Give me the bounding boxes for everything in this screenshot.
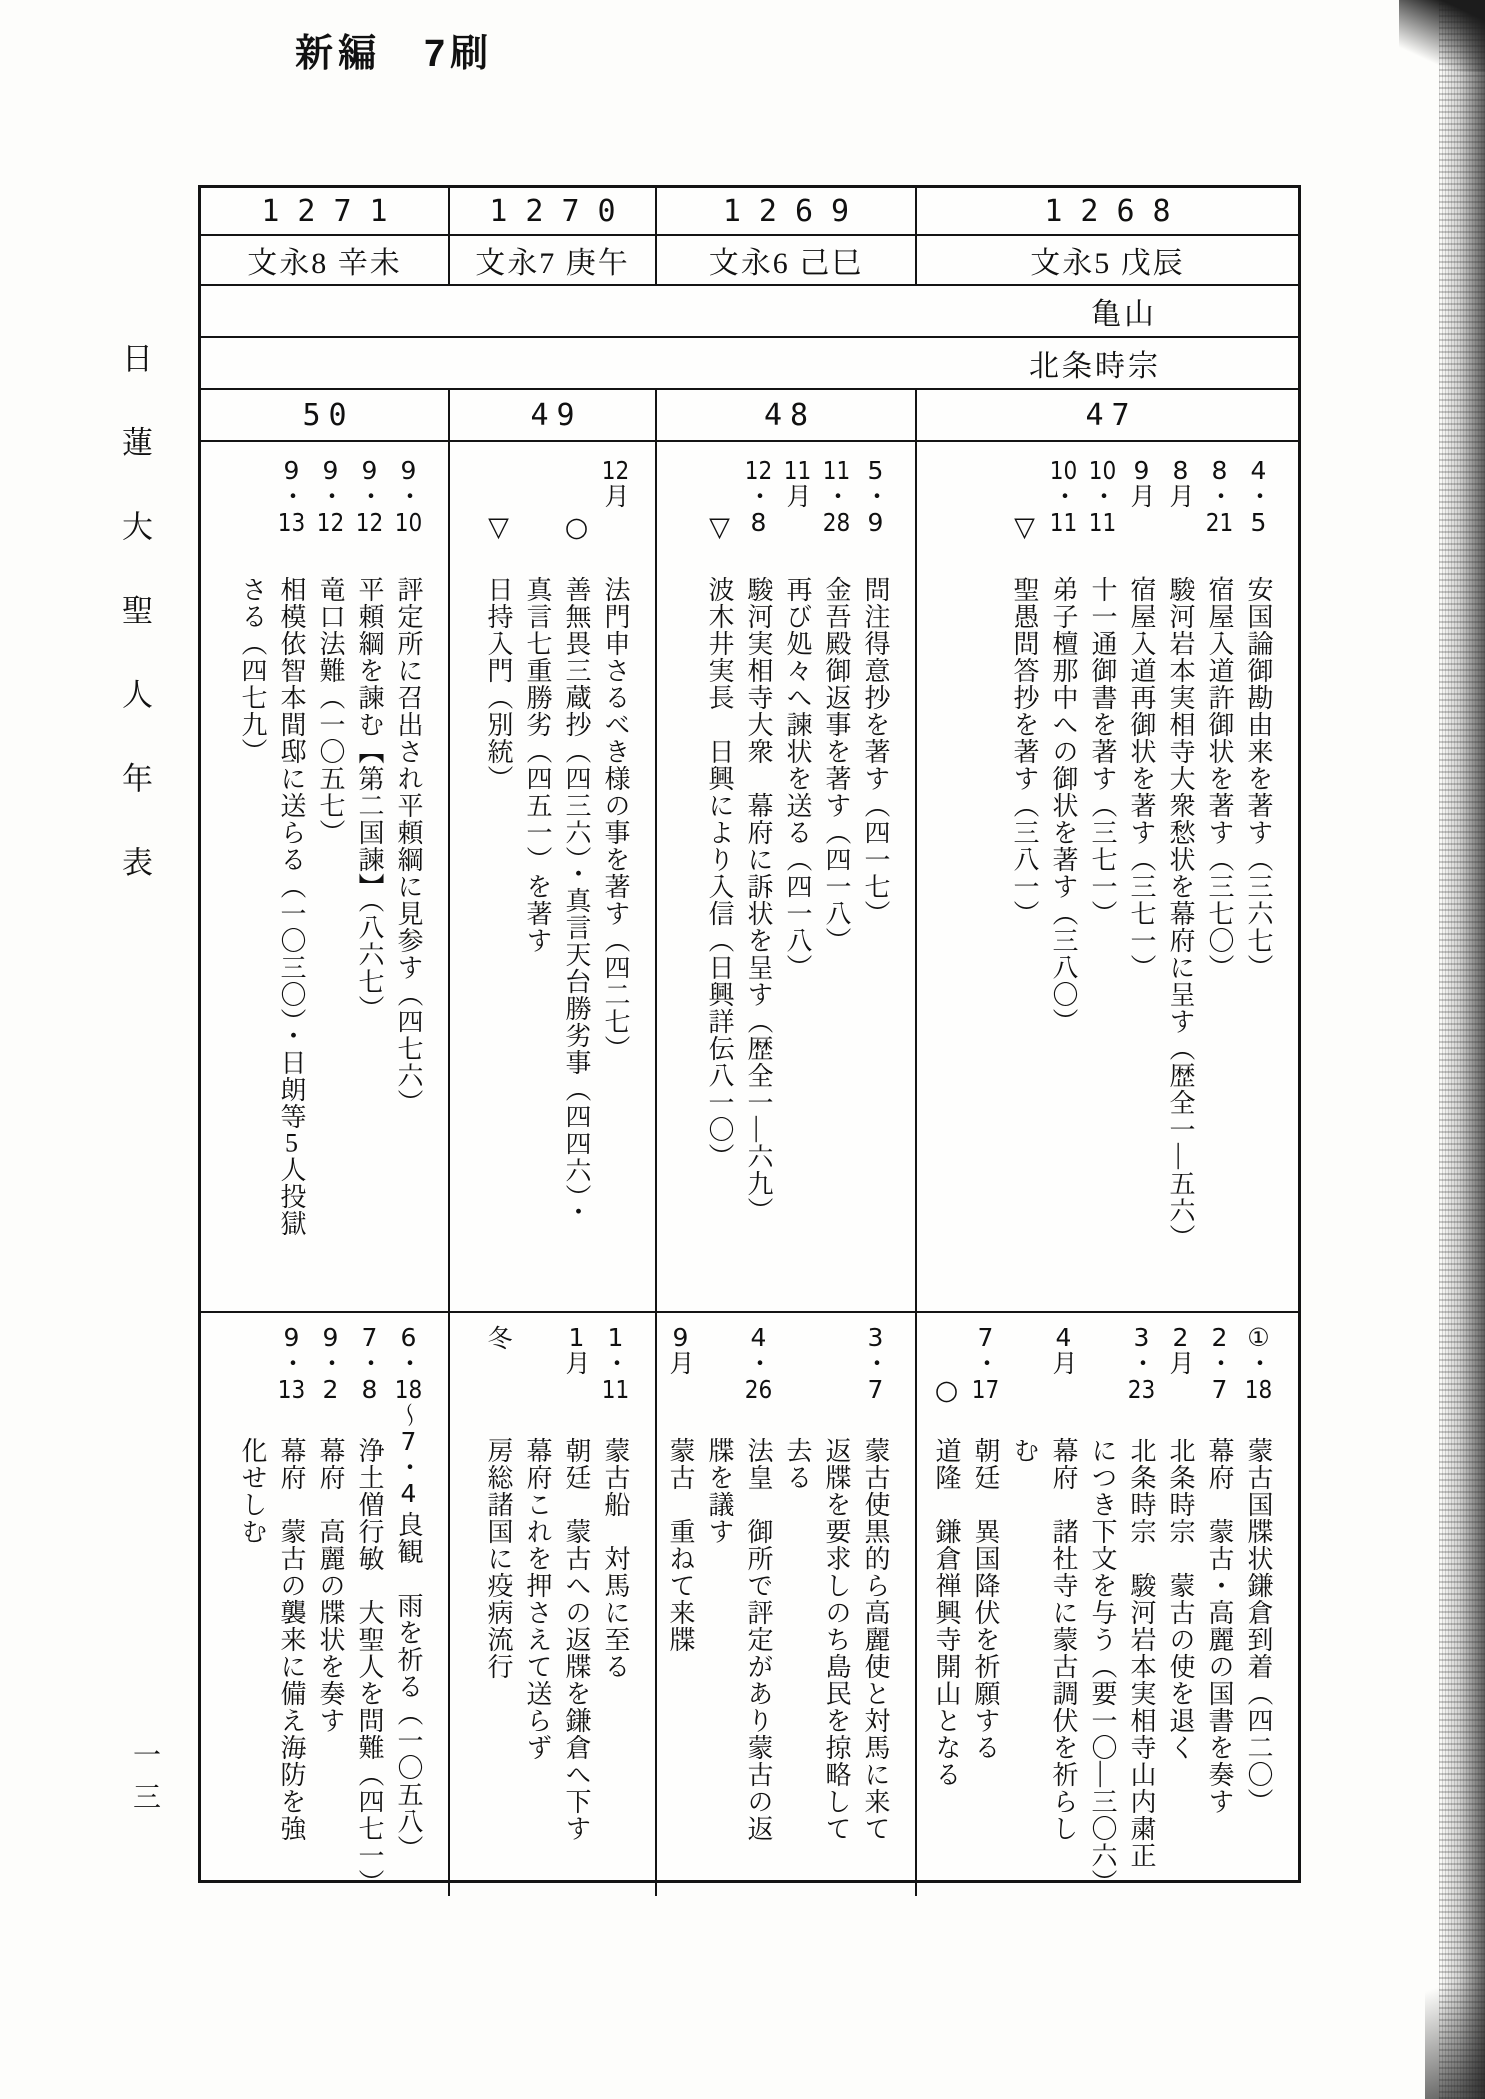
- year-cell-1268: [917, 188, 1298, 234]
- year-cell-1270: [450, 188, 657, 234]
- entry-date: 10・11: [1049, 458, 1078, 535]
- timeline-entry-line: [233, 458, 272, 1311]
- timeline-entry-line: [1122, 458, 1161, 1311]
- entry-text: 相模依智本間邸に送らる（一〇三〇）・日朗等5人投獄: [277, 576, 306, 1237]
- age-label: 49: [530, 397, 583, 433]
- entry-date: 9・12: [316, 458, 345, 535]
- entry-text: 善無畏三蔵抄（四三六）・真言天台勝劣事（四四六）・: [562, 576, 591, 1225]
- entry-text: 化せしむ: [238, 1437, 267, 1545]
- age-cell-1269: [657, 390, 917, 440]
- entry-date: 3・7: [861, 1325, 890, 1402]
- timeline-entry-line: [739, 458, 778, 1311]
- events-cell-1270-world: [450, 1313, 657, 1896]
- regent-row: [201, 338, 1298, 390]
- scan-corner-top: [1399, 0, 1485, 72]
- entry-text: 評定所に召出され平頼綱に見参す（四七六）: [394, 576, 423, 1116]
- entry-date: 2月: [1166, 1325, 1195, 1377]
- entry-text: 駿河岩本実相寺大衆愁状を幕府に呈す（歴全一—五六）: [1166, 576, 1195, 1251]
- timeline-entry-line: [518, 458, 557, 1311]
- timeline-entry-line: [1161, 458, 1200, 1311]
- entry-text: 日持入門（別統）: [484, 576, 513, 792]
- entry-date: 4・26: [744, 1325, 773, 1402]
- emperor-label: 亀山: [1091, 298, 1157, 331]
- events-cell-1271-nichiren: [201, 442, 450, 1311]
- entry-date: 8・21: [1205, 458, 1234, 535]
- entry-text: 問注得意抄を著す（四一七）: [861, 576, 890, 927]
- edition-note: 新編 7刷: [295, 33, 494, 75]
- timeline-entry-line: [1200, 458, 1239, 1311]
- entry-text: 朝廷 異国降伏を祈願する: [971, 1437, 1000, 1761]
- entry-date: 11・28: [822, 458, 851, 535]
- timeline-entry-line: [817, 1325, 856, 1896]
- timeline-entry-line: [596, 458, 635, 1311]
- timeline-entry-line: [272, 1325, 311, 1896]
- era-label: 文永5 戊辰: [1030, 247, 1185, 280]
- entry-date: ▽: [483, 512, 514, 545]
- events-cell-1269-nichiren: [657, 442, 917, 1311]
- entry-date: 8月: [1166, 458, 1195, 510]
- scan-binding-shadow: [1439, 0, 1485, 2099]
- entry-text: 牒を議す: [705, 1437, 734, 1545]
- entry-text: 北条時宗 駿河岩本実相寺山内粛正: [1127, 1437, 1156, 1869]
- entry-text: 法門申さるべき様の事を著す（四二七）: [601, 576, 630, 1062]
- timeline-entry-line: [661, 1325, 700, 1896]
- side-title: 日蓮大聖人年表: [117, 342, 152, 930]
- year-label: 1271: [261, 193, 406, 229]
- timeline-entry-line: [1122, 1325, 1161, 1896]
- entry-text: 良観 雨を祈る（一〇五八）: [394, 1511, 423, 1862]
- timeline-entry-line: [557, 1325, 596, 1896]
- timeline-entry-line: [557, 458, 596, 1311]
- age-cell-1270: [450, 390, 657, 440]
- entry-date: 9・13: [277, 1325, 306, 1402]
- entry-date: 9月: [1127, 458, 1156, 510]
- row-events-2: [201, 1313, 1298, 1896]
- entry-text: 聖愚問答抄を著す（三八一）: [1010, 576, 1039, 927]
- events-cell-1268-nichiren: [917, 442, 1298, 1311]
- timeline-entry-line: [1083, 458, 1122, 1311]
- age-label: 50: [302, 397, 355, 433]
- entry-text: 幕府 諸社寺に蒙古調伏を祈らし: [1049, 1437, 1078, 1842]
- timeline-entry-line: [1161, 1325, 1200, 1896]
- entry-text: 法皇 御所で評定があり蒙古の返: [744, 1437, 773, 1842]
- timeline-entry-line: [1005, 458, 1044, 1311]
- timeline-entry-line: [518, 1325, 557, 1896]
- entry-text: む: [1010, 1437, 1039, 1464]
- timeline-entry-line: [966, 1325, 1005, 1896]
- age-label: 47: [1085, 397, 1138, 433]
- timeline-entry-line: [479, 1325, 518, 1896]
- entry-text: 房総諸国に疫病流行: [484, 1437, 513, 1680]
- entry-text: につき下文を与う（要一〇—三〇六）: [1088, 1437, 1117, 1896]
- timeline-entry-line: [778, 1325, 817, 1896]
- year-cell-1271: [201, 188, 450, 234]
- entry-text: 幕府これを押さえて送らず: [523, 1437, 552, 1761]
- entry-date: 7・8: [355, 1325, 384, 1402]
- entry-text: 再び処々へ諫状を送る（四一八）: [783, 576, 812, 981]
- entry-date: ▽: [704, 512, 735, 545]
- entry-text: 安国論御勘由来を著す（三六七）: [1244, 576, 1273, 981]
- entry-date: 12・8: [744, 458, 773, 535]
- entry-date: 9・2: [316, 1325, 345, 1402]
- entry-text: 幕府 蒙古・高麗の国書を奏す: [1205, 1437, 1234, 1815]
- era-cell-1269: [657, 236, 917, 284]
- entry-text: 去る: [783, 1437, 812, 1491]
- timeline-entry-line: [1200, 1325, 1239, 1896]
- entry-date: 9・12: [355, 458, 384, 535]
- timeline-entry-line: [389, 458, 428, 1311]
- entry-text: 蒙古国牒状鎌倉到着（四二〇）: [1244, 1437, 1273, 1815]
- timeline-entry-line: [856, 458, 895, 1311]
- timeline-entry-line: [1239, 458, 1278, 1311]
- timeline-entry-line: [700, 458, 739, 1311]
- age-cell-1268: [917, 390, 1298, 440]
- entry-date: 9月: [666, 1325, 695, 1377]
- entry-date: 9・13: [277, 458, 306, 535]
- entry-text: 朝廷 蒙古への返牒を鎌倉へ下す: [562, 1437, 591, 1842]
- entry-date: 1月: [562, 1325, 591, 1377]
- entry-date: ①・18: [1244, 1325, 1273, 1402]
- page-number: 一三: [129, 1740, 160, 1824]
- entry-text: 道隆 鎌倉禅興寺開山となる: [932, 1437, 961, 1788]
- entry-date: 2・7: [1205, 1325, 1234, 1402]
- timeline-table: [198, 185, 1301, 1896]
- emperor-row: [201, 286, 1298, 338]
- timeline-entry-line: [311, 458, 350, 1311]
- entry-date: 4・5: [1244, 458, 1273, 535]
- timeline-entry-line: [927, 1325, 966, 1896]
- entry-text: 宿屋入道許御状を著す（三七〇）: [1205, 576, 1234, 981]
- events-cell-1269-world: [657, 1313, 917, 1896]
- entry-date: 1・11: [601, 1325, 630, 1402]
- age-cell-1271: [201, 390, 450, 440]
- era-cell-1271: [201, 236, 450, 284]
- entry-date: 4月: [1049, 1325, 1078, 1377]
- entry-date: 3・23: [1127, 1325, 1156, 1402]
- timeline-entry-line: [778, 458, 817, 1311]
- entry-text: 波木井実長 日興により入信（日興詳伝八一〇）: [705, 576, 734, 1170]
- row-years: [201, 188, 1298, 236]
- entry-text: 弟子檀那中への御状を著す（三八〇）: [1049, 576, 1078, 1035]
- timeline-entry-line: [1044, 1325, 1083, 1896]
- entry-date: 10・11: [1088, 458, 1117, 535]
- timeline-entry-line: [389, 1325, 428, 1896]
- entry-date: 5・9: [861, 458, 890, 535]
- entry-date: 冬: [484, 1325, 513, 1352]
- era-label: 文永6 己巳: [708, 247, 864, 280]
- entry-text: 蒙古 重ねて来牒: [666, 1437, 695, 1653]
- age-label: 48: [763, 397, 817, 433]
- timeline-entry-line: [1005, 1325, 1044, 1896]
- entry-date: 9・10: [394, 458, 423, 535]
- entry-text: 浄土僧行敏 大聖人を問難（四七一）: [355, 1437, 384, 1896]
- timeline-entry-line: [233, 1325, 272, 1896]
- entry-text: 十一通御書を著す（三七一）: [1088, 576, 1117, 927]
- entry-text: 蒙古船 対馬に至る: [601, 1437, 630, 1680]
- era-label: 文永7 庚午: [475, 247, 630, 280]
- entry-text: 幕府 高麗の牒状を奏す: [316, 1437, 345, 1734]
- timeline-entry-line: [350, 1325, 389, 1896]
- regent-label: 北条時宗: [1029, 350, 1161, 383]
- entry-date: 11月: [783, 458, 812, 510]
- timeline-entry-line: [1239, 1325, 1278, 1896]
- entry-text: 竜口法難（一〇五七）: [316, 576, 345, 846]
- timeline-entry-line: [311, 1325, 350, 1896]
- era-label: 文永8 辛未: [247, 247, 402, 280]
- entry-text: 真言七重勝劣（四五一）を著す: [523, 576, 552, 954]
- entry-date: 6・18～7・4: [394, 1325, 423, 1506]
- events-cell-1271-world: [201, 1313, 450, 1896]
- timeline-entry-line: [272, 458, 311, 1311]
- era-cell-1268: [917, 236, 1298, 284]
- entry-text: 金吾殿御返事を著す（四一八）: [822, 576, 851, 954]
- timeline-entry-line: [1083, 1325, 1122, 1896]
- scan-corner-bottom: [1425, 1959, 1485, 2099]
- entry-text: 蒙古使黒的ら高麗使と対馬に来て: [861, 1437, 890, 1842]
- timeline-entry-line: [856, 1325, 895, 1896]
- entry-date: ▽: [1009, 512, 1040, 545]
- entry-text: 宿屋入道再御状を著す（三七一）: [1127, 576, 1156, 981]
- events-cell-1268-world: [917, 1313, 1298, 1896]
- events-cell-1270-nichiren: [450, 442, 657, 1311]
- entry-date: ○: [561, 512, 592, 545]
- entry-text: 北条時宗 蒙古の使を退く: [1166, 1437, 1195, 1761]
- row-ages: [201, 390, 1298, 442]
- entry-text: 駿河実相寺大衆 幕府に訴状を呈す（歴全一—六九）: [744, 576, 773, 1224]
- year-label: 1269: [722, 193, 868, 229]
- era-cell-1270: [450, 236, 657, 284]
- entry-text: 幕府 蒙古の襲来に備え海防を強: [277, 1437, 306, 1842]
- entry-text: 返牒を要求しのち島民を掠略して: [822, 1437, 851, 1842]
- timeline-entry-line: [479, 458, 518, 1311]
- entry-text: 平頼綱を諫む【第二国諫】（八六七）: [355, 576, 384, 1022]
- year-label: 1268: [1044, 193, 1189, 229]
- timeline-entry-line: [1044, 458, 1083, 1311]
- row-events-1: [201, 442, 1298, 1313]
- row-eras: [201, 236, 1298, 286]
- year-label: 1270: [489, 193, 634, 229]
- timeline-entry-line: [350, 458, 389, 1311]
- timeline-entry-line: [700, 1325, 739, 1896]
- timeline-entry-line: [817, 458, 856, 1311]
- timeline-entry-line: [739, 1325, 778, 1896]
- year-cell-1269: [657, 188, 917, 234]
- entry-date: 12月: [601, 458, 630, 510]
- entry-date: ○: [931, 1375, 962, 1408]
- timeline-entry-line: [596, 1325, 635, 1896]
- entry-date: 7・17: [971, 1325, 1000, 1402]
- entry-text: さる（四七九）: [238, 576, 267, 765]
